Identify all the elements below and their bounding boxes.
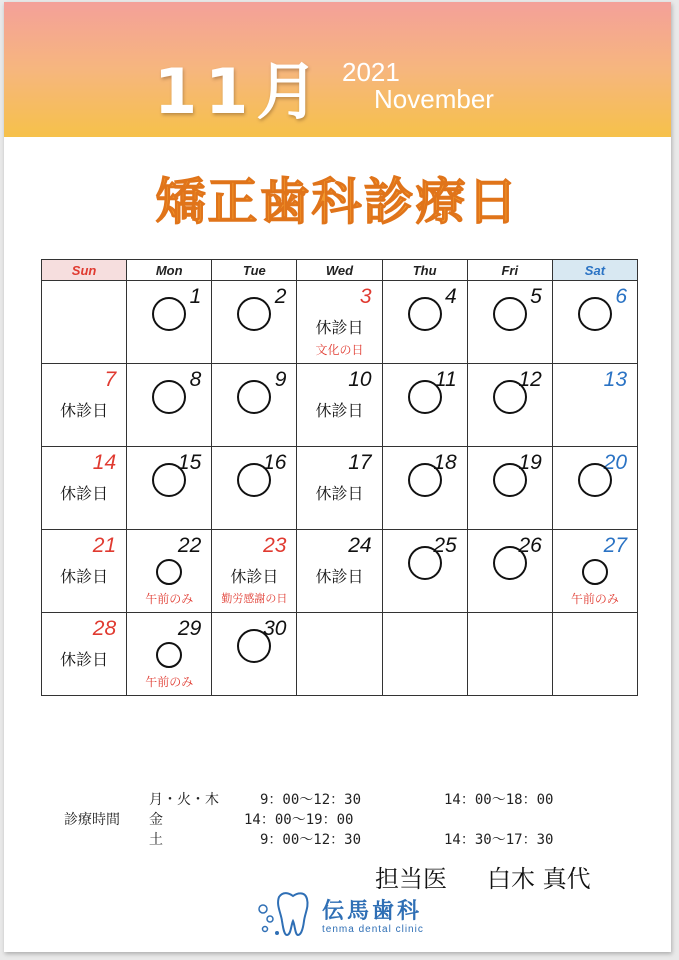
calendar-day-cell [382, 530, 467, 613]
closed-label: 休診日 [60, 567, 109, 586]
day-number: 15 [177, 451, 202, 474]
doctor-line [375, 859, 591, 894]
holiday-label: 文化の日 [315, 343, 364, 357]
calendar-day-cell [42, 281, 127, 364]
calendar-day-cell [467, 530, 552, 613]
day-number: 9 [274, 368, 287, 391]
day-number: 7 [104, 368, 117, 391]
day-number: 26 [518, 534, 542, 557]
hours-days: 金 [149, 812, 163, 828]
calendar-day-cell [42, 364, 127, 447]
open-circle-icon [493, 463, 527, 497]
day-number: 25 [433, 534, 457, 557]
open-circle-icon [578, 297, 612, 331]
calendar-day-cell [127, 447, 212, 530]
calendar-day-cell [552, 364, 637, 447]
open-circle-icon [493, 297, 527, 331]
weekday-header: Sat [552, 260, 637, 281]
day-number: 12 [518, 368, 542, 391]
closed-label: 休診日 [60, 484, 109, 503]
day-number: 10 [348, 368, 372, 391]
calendar-page [4, 2, 671, 952]
calendar-day-cell [127, 613, 212, 696]
day-number: 22 [177, 534, 202, 557]
open-circle-icon [237, 463, 271, 497]
weekday-header: Tue [212, 260, 297, 281]
clinic-name-english: tenma dental clinic [322, 924, 424, 935]
closed-label: 休診日 [60, 401, 109, 420]
doctor-role: 担当医 [375, 865, 447, 893]
calendar-day-cell [212, 530, 297, 613]
calendar-day-cell [212, 281, 297, 364]
calendar-week-row [42, 613, 638, 696]
calendar-day-cell [467, 447, 552, 530]
calendar-day-cell [212, 447, 297, 530]
closed-label: 休診日 [230, 567, 279, 586]
calendar-day-cell [552, 530, 637, 613]
open-circle-icon [582, 559, 608, 585]
calendar-day-cell [552, 447, 637, 530]
calendar-day-cell [127, 281, 212, 364]
calendar-day-cell [382, 613, 467, 696]
weekday-header: Wed [297, 260, 382, 281]
calendar-week-row [42, 281, 638, 364]
calendar-day-cell [42, 613, 127, 696]
calendar-day-cell [212, 613, 297, 696]
day-number: 4 [445, 285, 457, 308]
day-number: 13 [603, 368, 627, 391]
open-circle-icon [408, 546, 442, 580]
day-number: 1 [189, 285, 202, 308]
holiday-label: 勤労感謝の日 [221, 592, 288, 605]
calendar-day-cell [467, 364, 552, 447]
calendar-day-cell [467, 281, 552, 364]
weekday-header: Thu [382, 260, 467, 281]
open-circle-icon [156, 559, 182, 585]
calendar-week-row [42, 364, 638, 447]
hours-days: 月・火・木 [149, 792, 219, 808]
day-number: 16 [263, 451, 287, 474]
calendar-day-cell [552, 281, 637, 364]
day-number: 21 [92, 534, 117, 557]
day-number: 19 [518, 451, 542, 474]
closed-label: 休診日 [315, 567, 364, 586]
day-number: 30 [263, 617, 287, 640]
day-number: 23 [263, 534, 287, 557]
day-number: 28 [92, 617, 117, 640]
open-circle-icon [578, 463, 612, 497]
morning-only-label: 午前のみ [145, 675, 194, 689]
morning-only-label: 午前のみ [570, 592, 619, 606]
header-banner [4, 2, 671, 137]
open-circle-icon [408, 463, 442, 497]
calendar-week-row [42, 447, 638, 530]
day-number: 2 [274, 285, 287, 308]
open-circle-icon [408, 297, 442, 331]
day-number: 14 [92, 451, 117, 474]
day-number: 8 [189, 368, 202, 391]
calendar-day-cell [127, 530, 212, 613]
calendar-day-cell [212, 364, 297, 447]
calendar-table [41, 259, 638, 696]
open-circle-icon [237, 380, 271, 414]
doctor-name: 白木 真代 [487, 865, 591, 893]
day-number: 6 [615, 285, 627, 308]
calendar-day-cell [467, 613, 552, 696]
clinic-name: 伝馬歯科 [322, 899, 423, 924]
calendar-day-cell [297, 364, 382, 447]
calendar-day-cell [382, 281, 467, 364]
weekday-header: Sun [42, 260, 127, 281]
day-number: 3 [359, 285, 372, 308]
calendar-day-cell [42, 447, 127, 530]
day-number: 27 [603, 534, 627, 557]
hours-days: 土 [149, 832, 163, 848]
open-circle-icon [408, 380, 442, 414]
tooth-logo-icon [257, 889, 313, 939]
day-number: 20 [603, 451, 627, 474]
weekday-header-row [42, 260, 638, 281]
calendar-day-cell [297, 613, 382, 696]
page-title: 矯正歯科診療日 [155, 173, 520, 231]
calendar-day-cell [552, 613, 637, 696]
open-circle-icon [156, 642, 182, 668]
closed-label: 休診日 [315, 318, 364, 337]
closed-label: 休診日 [315, 401, 364, 420]
hours-pm: 14：00～18：00 [444, 792, 554, 808]
calendar-day-cell [42, 530, 127, 613]
month-title: 11月 [154, 55, 327, 128]
month-english-label: November [374, 84, 494, 114]
open-circle-icon [493, 546, 527, 580]
weekday-header: Fri [467, 260, 552, 281]
hours-am: 9：00～12：30 [260, 832, 362, 848]
hours-am: 14：00～19：00 [244, 812, 354, 828]
open-circle-icon [152, 463, 186, 497]
day-number: 24 [348, 534, 372, 557]
day-number: 5 [530, 285, 542, 308]
hours-pm: 14：30～17：30 [444, 832, 554, 848]
day-number: 29 [177, 617, 202, 640]
calendar-week-row [42, 530, 638, 613]
open-circle-icon [237, 629, 271, 663]
hours-am: 9：00～12：30 [260, 792, 362, 808]
open-circle-icon [152, 380, 186, 414]
day-number: 17 [348, 451, 372, 474]
calendar-day-cell [297, 447, 382, 530]
closed-label: 休診日 [60, 650, 109, 669]
calendar-day-cell [382, 364, 467, 447]
calendar-day-cell [382, 447, 467, 530]
open-circle-icon [493, 380, 527, 414]
year-label: 2021 [342, 57, 400, 87]
calendar-body [42, 281, 638, 696]
morning-only-label: 午前のみ [145, 592, 194, 606]
weekday-header: Mon [127, 260, 212, 281]
calendar-day-cell [297, 281, 382, 364]
open-circle-icon [237, 297, 271, 331]
day-number: 11 [434, 368, 457, 391]
open-circle-icon [152, 297, 186, 331]
day-number: 18 [433, 451, 457, 474]
closed-label: 休診日 [315, 484, 364, 503]
hours-label: 診療時間 [64, 812, 120, 828]
calendar-day-cell [127, 364, 212, 447]
calendar-day-cell [297, 530, 382, 613]
